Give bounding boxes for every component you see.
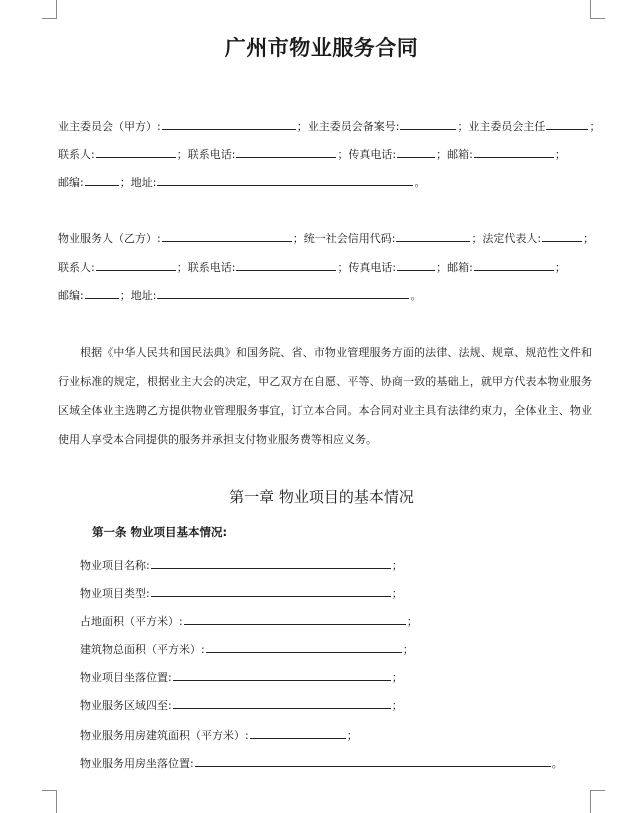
preamble-text: 根据《中华人民共和国民法典》和国务院、省、市物业管理服务方面的法律、法规、规章、规范性文件和行业标准的规定，根据业主大会的决定，甲乙双方在自愿、平等、协商一致的基础上，就甲方代表本物业服务区域全体业主选聘乙方提供物业管理服务事宜，订立本合同。本合同对业主具有法律约束力，全体业主、物业使用人享受本合同提供的服务并承担支付物业服务费等相应义务。 (58, 346, 592, 446)
field-label: ；联系电话: (176, 261, 236, 274)
party-b-line-3 (58, 287, 421, 304)
fill-blank[interactable] (173, 697, 391, 709)
field-label: ；传真电话: (337, 148, 397, 161)
fill-blank[interactable] (157, 174, 413, 186)
field-label: ；联系电话: (176, 148, 236, 161)
field-label: 物业项目类型: (80, 587, 150, 600)
party-b-line-1 (58, 230, 594, 247)
field-label: 联系人: (58, 261, 95, 274)
punctuation: ； (391, 587, 403, 600)
field-label: ；业主委员会备案号: (296, 120, 400, 133)
party-a-line-2 (58, 146, 566, 163)
punctuation: ； (554, 261, 566, 274)
field-label: ；地址: (119, 289, 157, 302)
field-label: 占地面积（平方米）: (80, 615, 183, 628)
field-label: ；传真电话: (337, 261, 397, 274)
field-label: 物业服务人（乙方）: (58, 232, 161, 245)
fill-blank[interactable] (474, 146, 554, 158)
item-service-boundary (80, 697, 403, 714)
field-label: 邮编: (58, 289, 84, 302)
punctuation: ； (589, 120, 601, 133)
fill-blank[interactable] (206, 641, 402, 653)
field-label: 业主委员会（甲方）: (58, 120, 161, 133)
fill-blank[interactable] (396, 230, 470, 242)
fill-blank[interactable] (85, 174, 119, 186)
fill-blank[interactable] (474, 259, 554, 271)
item-land-area (80, 613, 418, 630)
fill-blank[interactable] (546, 118, 588, 130)
page-corner-mark (590, 790, 605, 813)
field-label: ；地址: (119, 176, 157, 189)
field-label: 物业服务用房建筑面积（平方米）: (80, 729, 249, 742)
item-building-area (80, 641, 414, 658)
punctuation: ； (406, 615, 418, 628)
party-a-line-1 (58, 118, 600, 135)
punctuation: ； (391, 559, 403, 572)
item-service-room-location (80, 755, 563, 772)
fill-blank[interactable] (85, 287, 119, 299)
preamble-paragraph (58, 338, 592, 454)
field-label: ；邮箱: (436, 148, 473, 161)
field-label: 邮编: (58, 176, 84, 189)
item-project-name (80, 557, 403, 574)
page-corner-mark (590, 0, 605, 19)
fill-blank[interactable] (397, 146, 435, 158)
field-label: 物业项目坐落位置: (80, 671, 172, 684)
field-label: ；法定代表人: (471, 232, 542, 245)
fill-blank[interactable] (236, 259, 336, 271)
fill-blank[interactable] (173, 669, 391, 681)
fill-blank[interactable] (250, 727, 346, 739)
field-label: 物业项目名称: (80, 559, 150, 572)
fill-blank[interactable] (96, 259, 176, 271)
fill-blank[interactable] (151, 557, 391, 569)
field-label: 联系人: (58, 148, 95, 161)
punctuation: ； (402, 643, 414, 656)
punctuation: ； (391, 671, 403, 684)
item-project-type (80, 585, 403, 602)
page-corner-mark (42, 790, 57, 813)
field-label: 物业服务区域四至: (80, 699, 172, 712)
field-label: ；业主委员会主任 (457, 120, 546, 133)
article-heading: 第一条 物业项目基本情况: (92, 525, 228, 539)
fill-blank[interactable] (184, 613, 406, 625)
punctuation: ； (391, 699, 403, 712)
page-corner-mark (42, 0, 57, 19)
field-label: ；邮箱: (436, 261, 473, 274)
document-title: 广州市物业服务合同 (224, 36, 419, 60)
chapter-heading: 第一章 物业项目的基本情况 (229, 488, 414, 506)
fill-blank[interactable] (236, 146, 336, 158)
fill-blank[interactable] (151, 585, 391, 597)
fill-blank[interactable] (96, 146, 176, 158)
field-label: 建筑物总面积（平方米）: (80, 643, 205, 656)
punctuation: 。 (410, 289, 422, 302)
item-service-room-area (80, 727, 358, 744)
field-label: ；统一社会信用代码: (292, 232, 396, 245)
fill-blank[interactable] (162, 230, 292, 242)
punctuation: 。 (551, 757, 563, 770)
item-location (80, 669, 403, 686)
fill-blank[interactable] (542, 230, 582, 242)
punctuation: 。 (414, 176, 426, 189)
fill-blank[interactable] (400, 118, 456, 130)
party-b-line-2 (58, 259, 566, 276)
fill-blank[interactable] (162, 118, 296, 130)
party-a-line-3 (58, 174, 425, 191)
punctuation: ； (554, 148, 566, 161)
fill-blank[interactable] (397, 259, 435, 271)
punctuation: ； (583, 232, 595, 245)
fill-blank[interactable] (157, 287, 409, 299)
fill-blank[interactable] (195, 755, 551, 767)
punctuation: ； (346, 729, 358, 742)
field-label: 物业服务用房坐落位置: (80, 757, 194, 770)
